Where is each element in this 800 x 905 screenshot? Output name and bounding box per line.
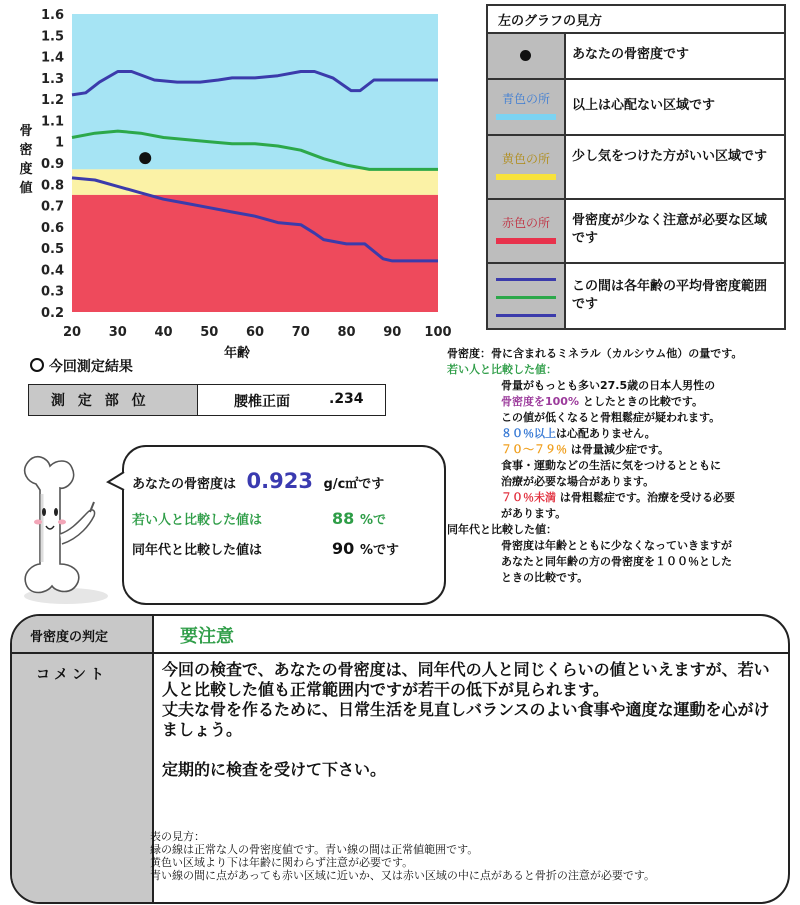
legend-row-red xyxy=(488,200,784,264)
y-tick-label: 1.2 xyxy=(40,93,64,109)
x-tick-label: 100 xyxy=(424,325,452,340)
y-tick-label: 1.1 xyxy=(40,114,64,130)
age-label: 同年代と比較した値は xyxy=(132,543,263,558)
young-value: 88 xyxy=(332,509,355,528)
y-tick-label: 0.9 xyxy=(40,157,64,172)
legend-title: 左のグラフの見方 xyxy=(498,14,603,29)
legend-panel xyxy=(486,4,786,330)
explain-a3: ときの比較です。 xyxy=(501,571,589,584)
y-tick-label: 1.4 xyxy=(40,50,64,66)
site-value: 腰椎正面 xyxy=(234,394,290,410)
circle-icon xyxy=(30,358,44,372)
site-label: 測 定 部 位 xyxy=(51,393,150,409)
judgment-label: 骨密度の判定 xyxy=(30,630,109,645)
age-unit: %です xyxy=(360,543,400,558)
bmd-value: 0.923 xyxy=(246,469,313,493)
explain-y5b: は骨量減少症です。 xyxy=(570,443,669,456)
y-tick-label: 1.3 xyxy=(40,71,64,87)
y-tick-label: 0.5 xyxy=(40,242,64,258)
explanation xyxy=(447,346,797,586)
explain-line1: 骨密度：骨に含まれるミネラル（カルシウム他）の量です。 xyxy=(447,347,743,360)
legend-row-point xyxy=(488,34,784,80)
y-tick-label: 0.2 xyxy=(40,306,64,321)
x-tick-label: 90 xyxy=(383,325,402,340)
yellow-swatch xyxy=(496,174,556,180)
age-value: 90 xyxy=(332,539,355,558)
blue-swatch xyxy=(496,114,556,120)
zone-yellow xyxy=(72,169,438,195)
comment-3: 定期的に検査を受けて下さい。 xyxy=(162,760,387,779)
x-axis-label: 年齢 xyxy=(224,346,251,361)
result-heading xyxy=(30,356,133,376)
explain-y4b: は心配ありません。 xyxy=(556,427,656,440)
bubble-tail xyxy=(106,470,126,494)
judgment-value: 要注意 xyxy=(180,626,234,647)
dot-icon xyxy=(520,50,531,61)
young-row xyxy=(132,509,387,528)
x-tick-label: 70 xyxy=(291,325,310,340)
young-title: 若い人と比較した値： xyxy=(447,363,557,376)
y-tick-label: 1 xyxy=(54,135,64,151)
y-axis-label: 骨密度値 xyxy=(19,124,33,196)
y-tick-label: 0.8 xyxy=(40,178,64,194)
comment-1: 今回の検査で、あなたの骨密度は、同年代の人と同じくらいの値といえますが、若い人と比較した値も正常範囲内ですが若干の低下が見られます。 xyxy=(162,660,770,699)
bmd-unit: g/c㎡です xyxy=(323,477,385,492)
explain-y1: 骨量がもっとも多い27.5歳の日本人男性の xyxy=(501,379,716,392)
patient-point xyxy=(139,152,151,164)
explain-y3: この値が低くなると骨粗鬆症が疑われます。 xyxy=(501,411,721,424)
explain-y4a: ８０％以上 xyxy=(501,427,556,440)
notes-3: 青い線の間に点があっても赤い区域に近いか、又は赤い区域の中に点があると骨折の注意が必要です。 xyxy=(150,869,656,882)
explain-y2a: 骨密度を100% xyxy=(501,395,579,408)
upper-line-swatch xyxy=(496,278,556,281)
bmd-label: あなたの骨密度は xyxy=(132,477,237,492)
young-label: 若い人と比較した値は xyxy=(132,513,263,528)
explain-y6: 食事・運動などの生活に気をつけるとともに xyxy=(501,459,721,472)
young-unit: %で xyxy=(360,513,387,528)
red-swatch xyxy=(496,238,556,244)
y-tick-label: 1.5 xyxy=(40,29,64,45)
explain-y8a: ７０％未満 xyxy=(501,491,556,504)
average-line-swatch xyxy=(496,296,556,299)
x-tick-label: 40 xyxy=(154,325,173,340)
comment-text xyxy=(162,660,776,780)
x-tick-label: 60 xyxy=(245,325,265,340)
notes-title: 表の見方： xyxy=(150,830,205,843)
legend-text: 少し気をつけた方がいい区域です xyxy=(572,149,768,164)
legend-text: 骨密度が少なく注意が必要な区域です xyxy=(572,213,768,246)
judgment-box xyxy=(10,614,790,904)
notes-1: 緑の線は正常な人の骨密度値です。青い線の間は正常値範囲です。 xyxy=(150,843,479,856)
site-number: .234 xyxy=(329,391,364,407)
legend-text: 以上は心配ない区域です xyxy=(572,98,716,113)
legend-text: あなたの骨密度です xyxy=(572,47,690,62)
result-table xyxy=(28,384,386,416)
result-bubble xyxy=(122,445,446,605)
legend-row-range xyxy=(488,264,784,328)
x-tick-label: 80 xyxy=(337,325,356,340)
result-title: 今回測定結果 xyxy=(48,359,133,375)
explain-y5a: ７０～７９％ xyxy=(501,443,567,456)
legend-row-yellow xyxy=(488,136,784,200)
age-title: 同年代と比較した値： xyxy=(447,523,557,536)
zone-blue xyxy=(72,14,438,169)
legend-label: 黄色の所 xyxy=(501,152,550,166)
notes-2: 黄色い区域より下は年齢に関わらず注意が必要です。 xyxy=(150,856,414,869)
comment-label: コメント xyxy=(36,667,108,683)
y-tick-label: 0.4 xyxy=(40,263,64,279)
x-tick-label: 50 xyxy=(200,325,219,340)
y-tick-label: 0.3 xyxy=(40,284,64,300)
legend-label: 赤色の所 xyxy=(501,216,550,230)
lower-line-swatch xyxy=(496,314,556,317)
explain-y8b: は骨粗鬆症です。治療を受ける必要 xyxy=(559,491,735,504)
y-tick-label: 1.6 xyxy=(40,8,64,23)
bone-density-chart xyxy=(0,0,480,365)
x-tick-label: 20 xyxy=(62,325,82,340)
notes xyxy=(150,830,780,882)
explain-y9: があります。 xyxy=(501,507,567,520)
zone-red xyxy=(72,195,438,312)
x-tick-label: 30 xyxy=(108,325,127,340)
explain-y7: 治療が必要な場合があります。 xyxy=(501,475,655,488)
legend-row-blue xyxy=(488,80,784,136)
legend-text: この間は各年齢の平均骨密度範囲です xyxy=(572,279,768,312)
legend-label: 青色の所 xyxy=(501,92,550,106)
age-row xyxy=(132,539,400,558)
comment-2: 丈夫な骨を作るために、日常生活を見直しバランスのよい食事や適度な運動を心がけましょう。 xyxy=(162,700,770,739)
explain-y2b: としたときの比較です。 xyxy=(582,395,703,408)
bmd-row xyxy=(132,469,384,493)
y-tick-label: 0.7 xyxy=(40,199,64,215)
explain-a2: あなたと同年齢の方の骨密度を１００％とした xyxy=(501,555,732,568)
explain-a1: 骨密度は年齢とともに少なくなっていきますが xyxy=(501,539,732,552)
y-tick-label: 0.6 xyxy=(40,220,64,236)
